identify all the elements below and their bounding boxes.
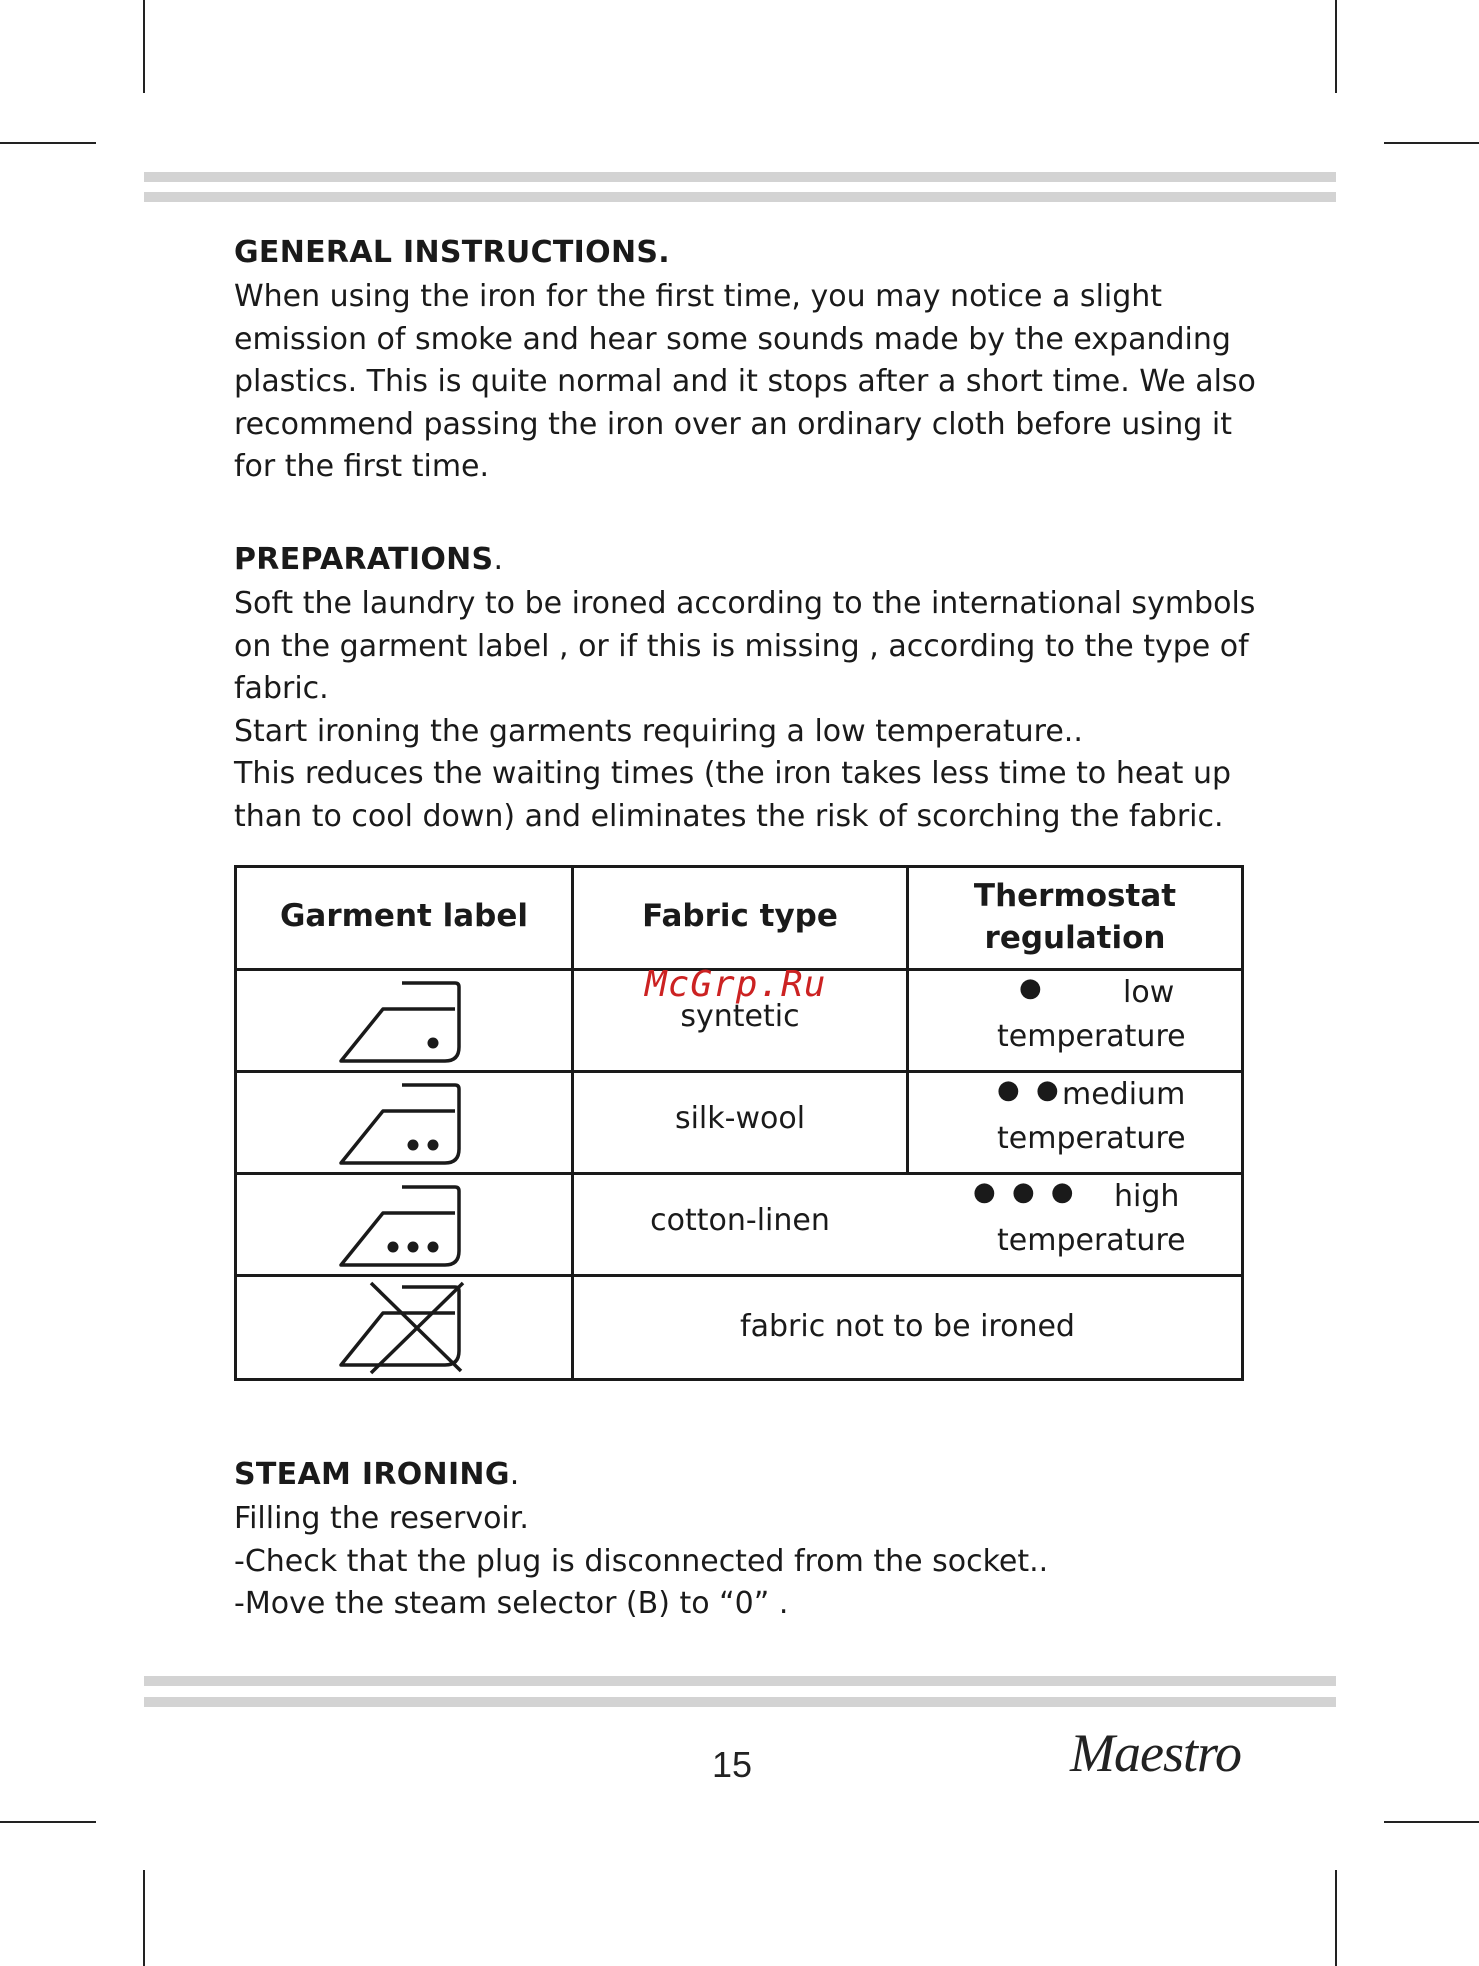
table-row-no-iron bbox=[237, 1277, 1241, 1378]
crop-mark bbox=[1335, 1870, 1337, 1966]
general-heading: GENERAL INSTRUCTIONS. bbox=[234, 235, 670, 270]
thermo-dots: ● bbox=[1019, 973, 1046, 1003]
preparations-line: on the garment label , or if this is missing , according to the type of bbox=[234, 628, 1249, 664]
ironing-table bbox=[234, 865, 1244, 1381]
preparations-line: This reduces the waiting times (the iron takes less time to heat up bbox=[234, 756, 1232, 791]
general-paragraph bbox=[234, 276, 1256, 489]
watermark: McGrp.Ru bbox=[645, 964, 827, 1005]
iron-crossed-icon bbox=[337, 1279, 467, 1375]
header-thermostat-line2: regulation bbox=[984, 920, 1166, 956]
general-line: When using the iron for the first time, you may notice a slight bbox=[234, 279, 1163, 314]
page-number: 15 bbox=[712, 1744, 753, 1785]
general-line: emission of smoke and hear some sounds made by the expanding bbox=[234, 321, 1231, 357]
thermo-level: high bbox=[1114, 1179, 1180, 1214]
preparations-line: than to cool down) and eliminates the risk of scorching the fabric. bbox=[234, 798, 1224, 834]
steam-line: -Move the steam selector (B) to “0” . bbox=[234, 1586, 789, 1621]
preparations-line: Soft the laundry to be ironed according to the international symbols bbox=[234, 586, 1256, 621]
preparations-line: Start ironing the garments requiring a low temperature.. bbox=[234, 713, 1083, 749]
thermo-dots: ● ● bbox=[997, 1075, 1063, 1105]
steam-paragraph bbox=[234, 1498, 1048, 1626]
thermo-dots: ● ● ● bbox=[973, 1177, 1078, 1207]
steam-heading-suffix: . bbox=[509, 1457, 520, 1492]
header-band bbox=[144, 192, 1336, 202]
iron-three-dots-icon bbox=[337, 1179, 467, 1275]
steam-heading-text: STEAM IRONING bbox=[234, 1457, 510, 1492]
thermo-word: temperature bbox=[997, 1223, 1186, 1258]
fabric-not-to-be-ironed: fabric not to be ironed bbox=[740, 1309, 1075, 1344]
thermo-level: low bbox=[1123, 975, 1175, 1010]
general-line: plastics. This is quite normal and it stops after a short time. We also bbox=[234, 364, 1256, 399]
crop-mark bbox=[0, 142, 96, 144]
steam-line: -Check that the plug is disconnected from the socket.. bbox=[234, 1543, 1049, 1579]
crop-mark bbox=[143, 1870, 145, 1966]
steam-heading bbox=[234, 1457, 520, 1492]
header-fabric-type: Fabric type bbox=[642, 898, 838, 934]
crop-mark bbox=[1335, 0, 1337, 93]
general-line: for the first time. bbox=[234, 449, 490, 484]
crop-mark bbox=[1384, 1821, 1479, 1823]
fabric-cotton-linen: cotton-linen bbox=[650, 1203, 830, 1238]
thermo-word: temperature bbox=[997, 1121, 1186, 1156]
header-thermostat-line1: Thermostat bbox=[973, 878, 1177, 914]
preparations-line: fabric. bbox=[234, 671, 329, 706]
general-line: recommend passing the iron over an ordinary cloth before using it bbox=[234, 406, 1232, 442]
steam-line: Filling the reservoir. bbox=[234, 1501, 529, 1536]
table-row-silk-wool bbox=[237, 1073, 1241, 1172]
preparations-heading-text: PREPARATIONS bbox=[234, 542, 494, 577]
fabric-synthetic: syntetic bbox=[680, 999, 800, 1034]
crop-mark bbox=[0, 1821, 96, 1823]
header-thermostat bbox=[909, 875, 1241, 959]
preparations-paragraph bbox=[234, 583, 1255, 838]
preparations-heading-suffix: . bbox=[493, 542, 504, 577]
crop-mark bbox=[143, 0, 145, 93]
iron-one-dot-icon bbox=[337, 975, 467, 1071]
fabric-silk-wool: silk-wool bbox=[674, 1101, 806, 1136]
header-band bbox=[144, 172, 1336, 182]
crop-mark bbox=[1384, 142, 1479, 144]
iron-two-dots-icon bbox=[337, 1077, 467, 1173]
thermo-word: temperature bbox=[997, 1019, 1186, 1054]
header-garment-label: Garment label bbox=[279, 898, 529, 934]
preparations-heading bbox=[234, 542, 503, 577]
footer-band bbox=[144, 1676, 1336, 1686]
brand-logo: Maestro bbox=[1070, 1723, 1241, 1783]
footer-band bbox=[144, 1697, 1336, 1707]
thermo-level: medium bbox=[1062, 1077, 1186, 1112]
table-row-cotton-linen bbox=[237, 1175, 1241, 1274]
